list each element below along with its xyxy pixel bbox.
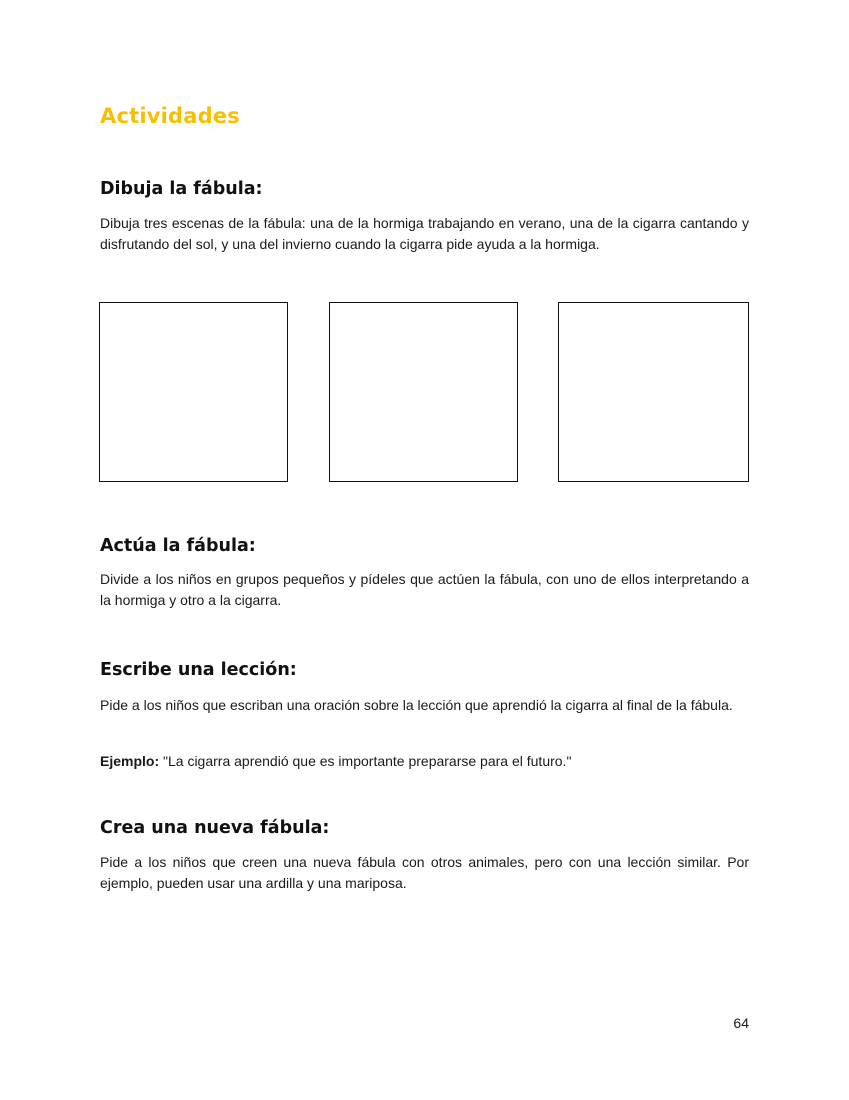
section-title-create: Crea una nueva fábula: [100, 818, 330, 838]
example-label: Ejemplo: [100, 753, 160, 769]
section-title-draw: Dibuja la fábula: [100, 179, 263, 199]
drawing-box-2[interactable] [329, 302, 518, 482]
section-text-lesson: Pide a los niños que escriban una oración sobre la lección que aprendió la cigarra al final de la fábula. [100, 697, 733, 713]
lesson-example [100, 751, 749, 772]
drawing-box-1[interactable] [99, 302, 288, 482]
section-text-draw: Dibuja tres escenas de la fábula: una de la hormiga trabajando en verano, una de la cigarra cantando y disfrutando del sol, y una del invierno cuando la cigarra pide ayuda a la hormiga. [100, 215, 749, 252]
drawing-box-3[interactable] [558, 302, 749, 482]
section-title-lesson: Escribe una lección: [100, 660, 297, 680]
page-title: Actividades [100, 104, 241, 128]
section-text-act: Divide a los niños en grupos pequeños y pídeles que actúen la fábula, con uno de ellos interpretando a la hormiga y otro a la cigarra. [100, 571, 749, 608]
page-number: 64 [733, 1015, 749, 1031]
section-text-create: Pide a los niños que creen una nueva fábula con otros animales, pero con una lección similar. Por ejemplo, pueden usar una ardilla y una mariposa. [100, 854, 749, 891]
section-title-act: Actúa la fábula: [100, 536, 256, 556]
example-text: "La cigarra aprendió que es importante prepararse para el futuro." [159, 753, 572, 769]
